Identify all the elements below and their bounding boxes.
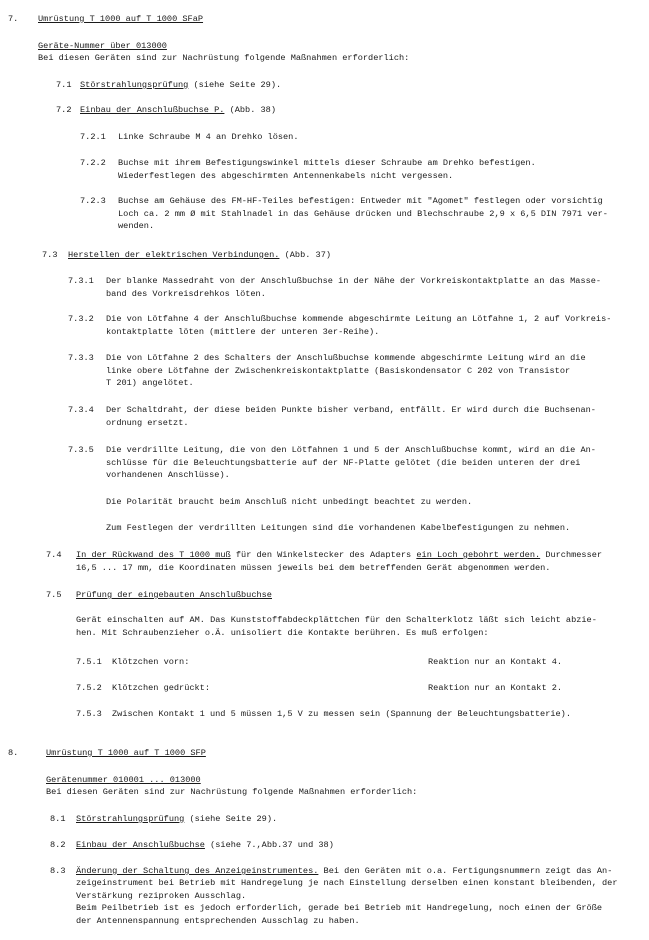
item-8-3-title: Änderung der Schaltung des Anzeigeinstrumentes.	[76, 866, 319, 876]
text-line: schlüsse für die Beleuchtungsbatterie auf der NF-Platte gelötet (die beiden unteren der drei	[106, 457, 581, 468]
item-7-4-middle: für den Winkelstecker des Adapters	[230, 550, 417, 560]
item-7-3	[68, 249, 331, 262]
item-7-2-3-text	[118, 195, 608, 233]
item-8-1-ref: (siehe Seite 29).	[184, 814, 278, 824]
text-line: Gerät einschalten auf AM. Das Kunststoffabdeckplättchen für den Schalterklotz läßt sich leicht abzie-	[76, 615, 597, 625]
item-7-4-underlined-2: ein Loch gebohrt werden.	[416, 550, 541, 560]
text-line: vorhandenen Anschlüsse).	[106, 470, 230, 480]
item-7-3-5-text	[106, 444, 596, 482]
item-8-3-text	[76, 877, 618, 927]
item-7-2-2-text	[118, 157, 536, 182]
item-8-1-title: Störstrahlungsprüfung	[76, 814, 185, 824]
section-8-subheading: Gerätenummer 010001 ... 013000	[46, 775, 201, 785]
item-8-3-line1	[76, 865, 612, 878]
item-7-5-text	[76, 614, 597, 639]
text-line: Loch ca. 2 mm Ø mit Stahlnadel in das Gehäuse drücken und Blechschraube 2,9 x 6,5 DIN 7971 ver-	[118, 208, 608, 219]
item-8-2-title: Einbau der Anschlußbuchse	[76, 840, 205, 850]
text-line: wenden.	[118, 221, 155, 231]
text-line: band des Vorkreisdrehkos löten.	[106, 288, 266, 299]
item-7-3-number: 7.3	[42, 250, 58, 260]
item-8-1	[76, 813, 277, 826]
item-7-2-title: Einbau der Anschlußbuchse P.	[80, 105, 225, 115]
item-7-3-4-text	[106, 404, 596, 429]
item-7-2-number: 7.2	[56, 105, 72, 115]
text-line: Die von Lötfahne 2 des Schalters der Anschlußbuchse kommende abgeschirmte Leitung wird an die	[106, 353, 586, 363]
text-line: Buchse mit ihrem Befestigungswinkel mittels dieser Schraube am Drehko befestigen.	[118, 158, 536, 168]
text-line: ordnung ersetzt.	[106, 417, 189, 428]
text-line: Buchse am Gehäuse des FM-HF-Teiles befestigen: Entweder mit "Agomet" festlegen oder vorsichtig	[118, 196, 603, 206]
item-8-3-rest: Bei den Geräten mit o.a. Fertigungsnummern zeigt das An-	[318, 866, 613, 876]
section-7-intro: Bei diesen Geräten sind zur Nachrüstung folgende Maßnahmen erforderlich:	[38, 53, 410, 63]
item-7-4-line2: 16,5 ... 17 mm, die Koordinaten müssen jeweils bei dem betreffenden Gerät abgenommen werden.	[76, 563, 551, 573]
item-7-3-2-number: 7.3.2	[68, 314, 94, 324]
item-8-2	[76, 839, 334, 852]
item-7-3-3-number: 7.3.3	[68, 353, 94, 363]
text-line: Verstärkung reziproken Ausschlag.	[76, 890, 247, 901]
text-line: Der Schaltdraht, der diese beiden Punkte bisher verband, entfällt. Er wird durch die Buchsenan-	[106, 405, 596, 415]
text-line: T 201) angelötet.	[106, 378, 194, 388]
item-8-3-number: 8.3	[50, 866, 66, 876]
note-cable-fixing: Zum Festlegen der verdrillten Leitungen sind die vorhandenen Kabelbefestigungen zu nehmen.	[106, 523, 571, 533]
item-7-3-5-number: 7.3.5	[68, 445, 94, 455]
item-7-3-3-text	[106, 352, 586, 390]
item-7-2-2-number: 7.2.2	[80, 158, 106, 168]
item-8-1-number: 8.1	[50, 814, 66, 824]
item-7-5-1-condition: Klötzchen vorn:	[112, 657, 190, 667]
text-line: kontaktplatte löten (mittlere der unteren 3er-Reihe).	[106, 326, 380, 337]
item-7-5-2-condition: Klötzchen gedrückt:	[112, 683, 210, 693]
item-7-4-line1	[76, 549, 602, 562]
item-7-4-tail: Durchmesser	[540, 550, 603, 560]
item-7-5-3-number: 7.5.3	[76, 709, 102, 719]
text-line: Die von Lötfahne 4 der Anschlußbuchse kommende abgeschirmte Leitung an Lötfahne 1, 2 auf Vorkreis-	[106, 314, 612, 324]
item-7-5-1-number: 7.5.1	[76, 657, 102, 667]
text-line: hen. Mit Schraubenzieher o.Ä. unisoliert die Kontakte berühren. Es muß erfolgen:	[76, 627, 489, 638]
item-7-1-number: 7.1	[56, 80, 72, 90]
section-8-title: Umrüstung T 1000 auf T 1000 SFP	[46, 748, 206, 758]
item-7-2-1-number: 7.2.1	[80, 132, 106, 142]
text-line: Linke Schraube M 4 an Drehko lösen.	[118, 132, 299, 142]
section-7-subheading: Geräte-Nummer über 013000	[38, 41, 167, 51]
item-7-2	[80, 104, 276, 117]
item-7-3-1-number: 7.3.1	[68, 276, 94, 286]
item-7-5-2-number: 7.5.2	[76, 683, 102, 693]
text-line: zeigeinstrument bei Betrieb mit Handregelung je nach Einstellung derselben einen konstant bleibenden, der	[76, 878, 618, 888]
item-7-2-1-text	[118, 131, 299, 144]
item-7-3-1-text	[106, 275, 601, 300]
item-7-3-2-text	[106, 313, 611, 338]
item-8-2-number: 8.2	[50, 840, 66, 850]
item-7-1	[80, 79, 281, 92]
text-line: linke obere Lötfahne der Zwischenkreiskontaktplatte (Basiskondensator C 202 von Transistor	[106, 365, 571, 376]
item-7-2-3-number: 7.2.3	[80, 196, 106, 206]
item-7-4-underlined-1: In der Rückwand des T 1000 muß	[76, 550, 231, 560]
section-8-number: 8.	[8, 748, 19, 758]
text-line: Die verdrillte Leitung, die von den Lötfahnen 1 und 5 der Anschlußbuchse kommt, wird an die An-	[106, 445, 596, 455]
item-7-3-title: Herstellen der elektrischen Verbindungen.	[68, 250, 280, 260]
item-7-5-title: Prüfung der eingebauten Anschlußbuchse	[76, 590, 272, 600]
item-7-5-1-reaction: Reaktion nur an Kontakt 4.	[428, 657, 563, 667]
text-line: der Antennenspannung entsprechenden Ausschlag zu haben.	[76, 915, 360, 926]
item-7-5-2-reaction: Reaktion nur an Kontakt 2.	[428, 683, 563, 693]
item-7-5-3-text: Zwischen Kontakt 1 und 5 müssen 1,5 V zu messen sein (Spannung der Beleuchtungsbatterie).	[112, 709, 571, 719]
item-7-4-number: 7.4	[46, 550, 62, 560]
item-7-2-ref: (Abb. 38)	[224, 105, 276, 115]
item-7-3-4-number: 7.3.4	[68, 405, 94, 415]
text-line: Beim Peilbetrieb ist es jedoch erforderlich, gerade bei Betrieb mit Handregelung, noch einen der Größe	[76, 903, 603, 913]
item-7-1-title: Störstrahlungsprüfung	[80, 80, 189, 90]
section-7-title: Umrüstung T 1000 auf T 1000 SFaP	[38, 14, 204, 24]
item-7-5-number: 7.5	[46, 590, 62, 600]
text-line: Der blanke Massedraht von der Anschlußbuchse in der Nähe der Vorkreiskontaktplatte an das Masse-	[106, 276, 602, 286]
item-7-1-ref: (siehe Seite 29).	[188, 80, 282, 90]
item-8-2-ref: (siehe 7.,Abb.37 und 38)	[204, 840, 334, 850]
note-polarity: Die Polarität braucht beim Anschluß nicht unbedingt beachtet zu werden.	[106, 497, 473, 507]
section-7-number: 7.	[8, 14, 19, 24]
text-line: Wiederfestlegen des abgeschirmten Antennenkabels nicht vergessen.	[118, 170, 454, 181]
section-8-intro: Bei diesen Geräten sind zur Nachrüstung folgende Maßnahmen erforderlich:	[46, 787, 418, 797]
item-7-3-ref: (Abb. 37)	[279, 250, 332, 260]
